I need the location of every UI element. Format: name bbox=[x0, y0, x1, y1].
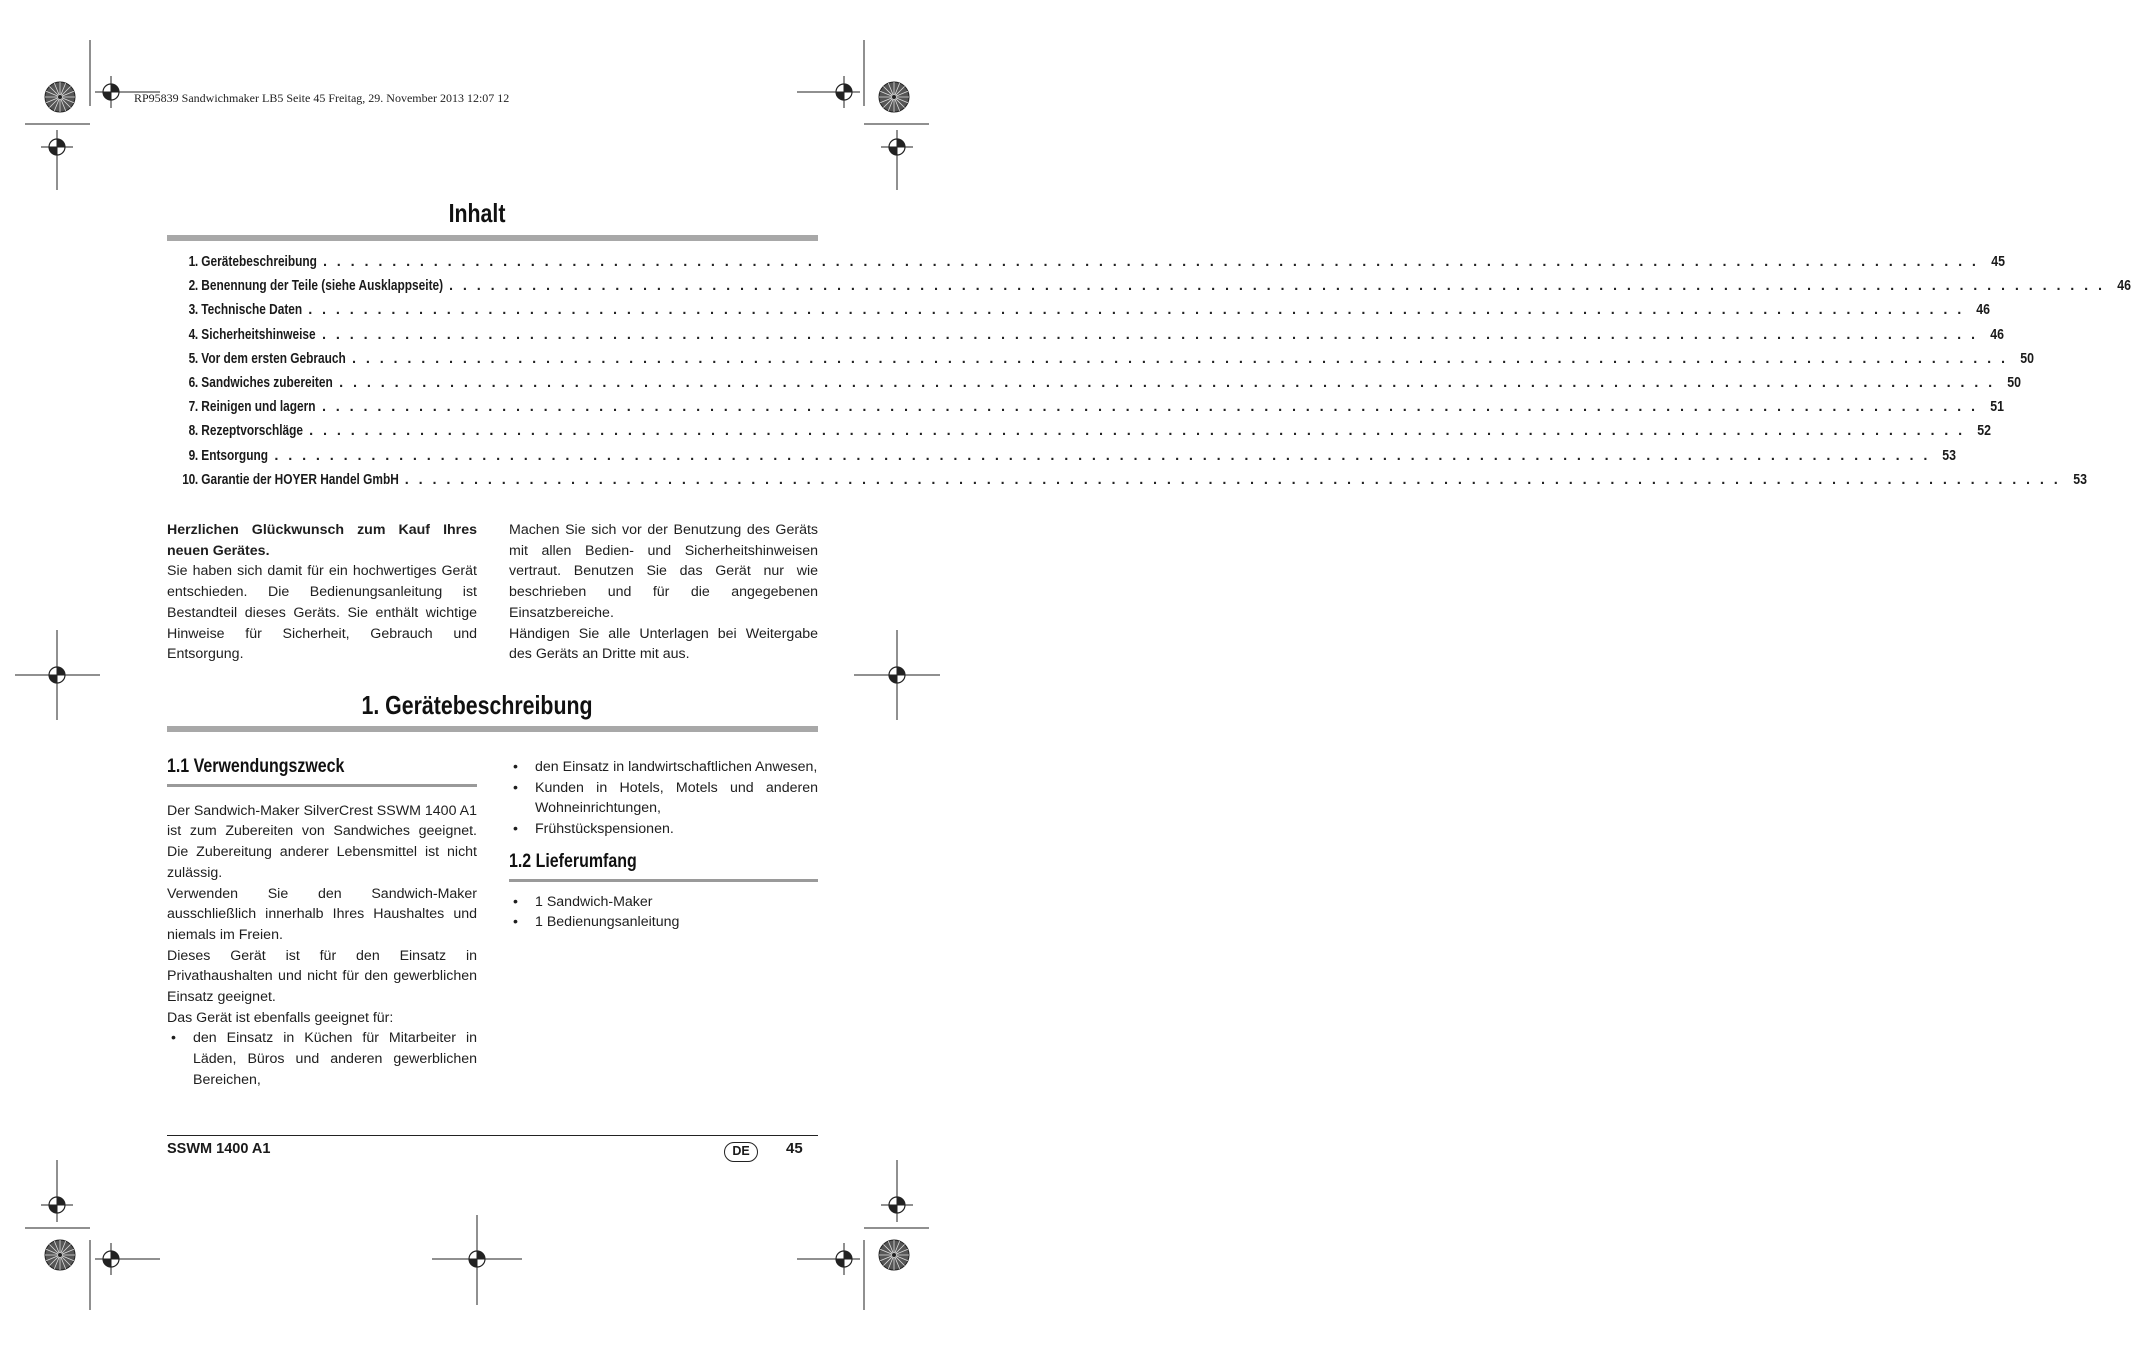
toc-entry bbox=[170, 423, 1992, 447]
language-badge: DE bbox=[724, 1142, 758, 1162]
footer-rule bbox=[167, 1135, 818, 1136]
toc-entry bbox=[170, 399, 2004, 423]
toc-label: Sandwiches zubereiten bbox=[201, 374, 333, 391]
paragraph: Der Sandwich-Maker SilverCrest SSWM 1400 A1 ist zum Zubereiten von Sandwiches geeignet. Die Zubereitung anderer Lebensmittel ist nicht zulässig. bbox=[167, 802, 477, 881]
toc-leader-dots: . . . . . . . . . . . . . . . . . . . . . . . . . . . . . . . . . . . . . . . . . . . . . . . . . . . . . . . . . . . . . . . . . . . . . . . . . . . . . . . . . . . . . . . . . . . . . . . . . . . . . . . . . . . . . . . . . . . . . . . . bbox=[322, 326, 1978, 343]
toc-label: Benennung der Teile (siehe Ausklappseite) bbox=[201, 278, 444, 295]
section-title: 1. Gerätebeschreibung bbox=[361, 690, 593, 720]
toc-entry bbox=[170, 326, 2004, 351]
usage-list-continued bbox=[509, 757, 818, 840]
toc-number: 7. bbox=[188, 399, 198, 416]
subheading-rule bbox=[509, 879, 818, 882]
toc-entry bbox=[170, 278, 2131, 302]
page-number: 45 bbox=[786, 1140, 803, 1157]
toc-entry bbox=[170, 254, 2005, 278]
footer-model: SSWM 1400 A1 bbox=[167, 1141, 271, 1157]
toc-number: 3. bbox=[188, 302, 198, 319]
toc-entry bbox=[170, 447, 1957, 472]
toc-page-number: 50 bbox=[2007, 374, 2022, 391]
toc-number: 10. bbox=[182, 471, 198, 488]
table-of-contents bbox=[170, 254, 2131, 496]
intro-heading: Herzlichen Glückwunsch zum Kauf Ihres neuen Gerätes. bbox=[167, 522, 477, 559]
toc-page-number: 50 bbox=[2020, 350, 2034, 367]
toc-label: Entsorgung bbox=[201, 447, 268, 464]
toc-entry bbox=[170, 471, 2087, 496]
toc-page-number: 52 bbox=[1977, 423, 1992, 440]
list-item: • Frühstückspensionen. bbox=[509, 819, 818, 840]
paragraph: Dieses Gerät ist für den Einsatz in Privathaushalten und nicht für den gewerblichen Einsatz geeignet. bbox=[167, 947, 477, 1006]
toc-page-number: 53 bbox=[1942, 447, 1957, 464]
list-item: • Kunden in Hotels, Motels und anderen Wohneinrichtungen, bbox=[509, 778, 818, 819]
delivery-list bbox=[509, 892, 818, 933]
toc-number: 2. bbox=[188, 278, 198, 295]
toc-label: Garantie der HOYER Handel GmbH bbox=[201, 471, 399, 488]
paragraph: Das Gerät ist ebenfalls geeignet für: bbox=[167, 1009, 394, 1026]
section-1-1-continued bbox=[509, 757, 818, 933]
toc-leader-dots: . . . . . . . . . . . . . . . . . . . . . . . . . . . . . . . . . . . . . . . . . . . . . . . . . . . . . . . . . . . . . . . . . . . . . . . . . . . . . . . . . . . . . . . . . . . . . . . . . . . . . . . . . . . . . . . . . . . . . . . . bbox=[322, 254, 1979, 270]
subheading-rule bbox=[167, 784, 477, 787]
toc-leader-dots: . . . . . . . . . . . . . . . . . . . . . . . . . . . . . . . . . . . . . . . . . . . . . . . . . . . . . . . . . . . . . . . . . . . . . . . . . . . . . . . . . . . . . . . . . . . . . . . . . . . . . . . . . . . . . . . . . . . . . . . . bbox=[308, 302, 1965, 319]
toc-page-number: 46 bbox=[1976, 302, 1991, 319]
toc-number: 6. bbox=[188, 374, 198, 391]
toc-page-number: 46 bbox=[2117, 278, 2131, 295]
intro-right-p1: Machen Sie sich vor der Benutzung des Geräts mit allen Bedien- und Sicherheitshinweisen vertraut. Benutzen Sie das Gerät nur wie beschrieben und für die angegebenen Einsatzbereiche. bbox=[509, 522, 818, 621]
toc-leader-dots: . . . . . . . . . . . . . . . . . . . . . . . . . . . . . . . . . . . . . . . . . . . . . . . . . . . . . . . . . . . . . . . . . . . . . . . . . . . . . . . . . . . . . . . . . . . . . . . . . . . . . . . . . . . . . . . . . . . . . . . . bbox=[321, 399, 1978, 416]
toc-number: 9. bbox=[188, 447, 198, 464]
toc-leader-dots: . . . . . . . . . . . . . . . . . . . . . . . . . . . . . . . . . . . . . . . . . . . . . . . . . . . . . . . . . . . . . . . . . . . . . . . . . . . . . . . . . . . . . . . . . . . . . . . . . . . . . . . . . . . . . . . . . . . . . . . . bbox=[274, 447, 1931, 464]
toc-label: Technische Daten bbox=[201, 302, 303, 319]
toc-page-number: 46 bbox=[1990, 326, 2004, 343]
contents-title: Inhalt bbox=[448, 198, 506, 228]
toc-number: 5. bbox=[188, 350, 198, 367]
section-rule bbox=[167, 726, 818, 732]
toc-page-number: 45 bbox=[1991, 254, 2005, 270]
intro-right-column bbox=[509, 520, 818, 665]
intro-left-text: Sie haben sich damit für ein hochwertiges Gerät entschieden. Die Bedienungsanleitung ist Bestandteil dieses Geräts. Sie enthält wichtige Hinweise für Sicherheit, Gebrauch und Entsorgung. bbox=[167, 563, 477, 663]
toc-page-number: 51 bbox=[1990, 399, 2004, 416]
list-item: • den Einsatz in Küchen für Mitarbeiter in Läden, Büros und anderen gewerblichen Bereichen, bbox=[167, 1028, 477, 1090]
section-1-1 bbox=[167, 757, 477, 1091]
usage-list bbox=[167, 1028, 477, 1090]
toc-number: 8. bbox=[188, 423, 198, 440]
toc-leader-dots: . . . . . . . . . . . . . . . . . . . . . . . . . . . . . . . . . . . . . . . . . . . . . . . . . . . . . . . . . . . . . . . . . . . . . . . . . . . . . . . . . . . . . . . . . . . . . . . . . . . . . . . . . . . . . . . . . . . . . . . . bbox=[404, 471, 2061, 488]
toc-entry bbox=[170, 374, 2022, 399]
toc-label: Sicherheitshinweise bbox=[201, 326, 316, 343]
toc-leader-dots: . . . . . . . . . . . . . . . . . . . . . . . . . . . . . . . . . . . . . . . . . . . . . . . . . . . . . . . . . . . . . . . . . . . . . . . . . . . . . . . . . . . . . . . . . . . . . . . . . . . . . . . . . . . . . . . . . . . . . . . . bbox=[339, 374, 1996, 391]
subheading-lieferumfang: 1.2 Lieferumfang bbox=[509, 850, 637, 872]
toc-label: Gerätebeschreibung bbox=[201, 254, 317, 270]
paragraph: Verwenden Sie den Sandwich-Maker ausschließlich innerhalb Ihres Haushaltes und niemals im Freien. bbox=[167, 885, 477, 943]
contents-rule bbox=[167, 235, 818, 241]
intro-right-p2: Händigen Sie alle Unterlagen bei Weitergabe des Geräts an Dritte mit aus. bbox=[509, 625, 818, 663]
toc-leader-dots: . . . . . . . . . . . . . . . . . . . . . . . . . . . . . . . . . . . . . . . . . . . . . . . . . . . . . . . . . . . . . . . . . . . . . . . . . . . . . . . . . . . . . . . . . . . . . . . . . . . . . . . . . . . . . . . . . . . . . . . . bbox=[309, 423, 1966, 440]
toc-leader-dots: . . . . . . . . . . . . . . . . . . . . . . . . . . . . . . . . . . . . . . . . . . . . . . . . . . . . . . . . . . . . . . . . . . . . . . . . . . . . . . . . . . . . . . . . . . . . . . . . . . . . . . . . . . . . . . . . . . . . . . . . bbox=[449, 278, 2105, 295]
toc-label: Vor dem ersten Gebrauch bbox=[201, 350, 346, 367]
toc-leader-dots: . . . . . . . . . . . . . . . . . . . . . . . . . . . . . . . . . . . . . . . . . . . . . . . . . . . . . . . . . . . . . . . . . . . . . . . . . . . . . . . . . . . . . . . . . . . . . . . . . . . . . . . . . . . . . . . . . . . . . . . . bbox=[351, 350, 2008, 367]
toc-label: Reinigen und lagern bbox=[201, 399, 316, 416]
toc-number: 4. bbox=[188, 326, 198, 343]
toc-page-number: 53 bbox=[2072, 471, 2087, 488]
list-item: • 1 Sandwich-Maker bbox=[509, 892, 818, 913]
print-slug: RP95839 Sandwichmaker LB5 Seite 45 Freitag, 29. November 2013 12:07 12 bbox=[134, 91, 510, 105]
subheading-verwendungszweck: 1.1 Verwendungszweck bbox=[167, 756, 345, 777]
intro-left-column bbox=[167, 520, 477, 665]
list-item: • 1 Bedienungsanleitung bbox=[509, 912, 818, 933]
toc-entry bbox=[170, 302, 1991, 326]
toc-entry bbox=[170, 350, 2034, 375]
toc-number: 1. bbox=[188, 254, 198, 270]
toc-label: Rezeptvorschläge bbox=[201, 423, 304, 440]
list-item: • den Einsatz in landwirtschaftlichen Anwesen, bbox=[509, 757, 818, 778]
